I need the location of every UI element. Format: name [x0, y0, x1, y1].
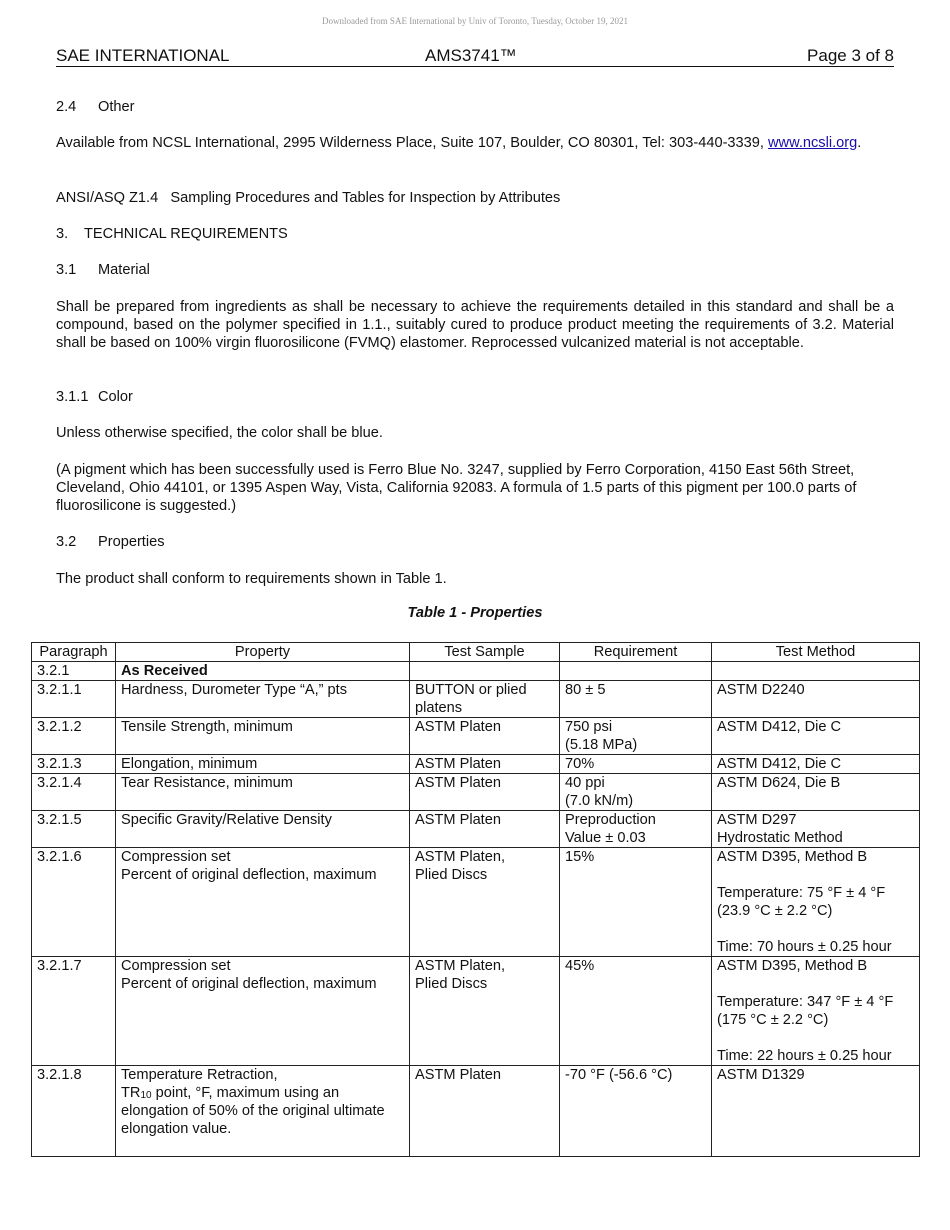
properties-table: [31, 642, 920, 1157]
material-paragraph: Shall be prepared from ingredients as shall be necessary to achieve the requirements detailed in this standard and shall be a compound, based on the polymer specified in 1.1., suitably cured to produce product meeting the requirements of 3.2. Material shall be based on 100% virgin fluorosilicone (FVMQ) elastomer. Reprocessed vulcanized material is not acceptable.: [56, 299, 894, 351]
cell-property: Elongation, minimum: [116, 755, 410, 774]
col-header-test-method: Test Method: [712, 643, 920, 662]
section-number: 3.1.1: [56, 389, 89, 405]
cell-sample: ASTM Platen: [410, 718, 560, 755]
table-row: [32, 1066, 920, 1157]
cell-property: Compression set Percent of original deflection, maximum: [116, 848, 410, 957]
page-header: [56, 44, 894, 67]
table-row: [32, 811, 920, 848]
cell-paragraph: 3.2.1.4: [32, 774, 116, 811]
cell-paragraph: 3.2.1.8: [32, 1066, 116, 1157]
section-number: 2.4: [56, 99, 77, 115]
prop-tr: TR: [121, 1085, 141, 1101]
cell-requirement: -70 °F (-56.6 °C): [560, 1066, 712, 1157]
cell-method: ASTM D1329: [712, 1066, 920, 1157]
cell-paragraph: 3.2.1.5: [32, 811, 116, 848]
section-title: Color: [98, 389, 133, 405]
cell-method: ASTM D624, Die B: [712, 774, 920, 811]
cell-paragraph: 3.2.1.2: [32, 718, 116, 755]
ncsl-text: Available from NCSL International, 2995 Wilderness Place, Suite 107, Boulder, CO 80301, Tel: 303-440-3339,: [56, 135, 764, 151]
cell-requirement: 45%: [560, 957, 712, 1066]
col-header-paragraph: Paragraph: [32, 643, 116, 662]
ncsl-link[interactable]: www.ncsli.org: [768, 135, 858, 151]
prop-rest: point, °F, maximum using an elongation of 50% of the original ultimate elongation value.: [121, 1085, 385, 1137]
cell-method: ASTM D2240: [712, 681, 920, 718]
table-row: [32, 848, 920, 957]
cell-property: [116, 1066, 410, 1157]
section-3-1-heading: [56, 261, 894, 279]
cell-requirement: 750 psi (5.18 MPa): [560, 718, 712, 755]
cell-sample: ASTM Platen: [410, 811, 560, 848]
cell-requirement: 70%: [560, 755, 712, 774]
header-doc-number: AMS3741™: [425, 46, 517, 65]
ncsl-paragraph: Available from NCSL International, 2995 Wilderness Place, Suite 107, Boulder, CO 80301, Tel: 303-440-3339, www.ncsli.org.: [56, 135, 862, 151]
section-title: Properties: [98, 534, 165, 550]
cell-method: ASTM D297 Hydrostatic Method: [712, 811, 920, 848]
section-3-2-heading: [56, 533, 894, 551]
cell-requirement: 40 ppi (7.0 kN/m): [560, 774, 712, 811]
section-title: Material: [98, 262, 150, 278]
group-label: As Received: [116, 662, 410, 681]
section-number: 3.1: [56, 262, 77, 278]
cell-method: ASTM D412, Die C: [712, 718, 920, 755]
empty-cell: [712, 662, 920, 681]
color-paragraph: Unless otherwise specified, the color shall be blue.: [56, 425, 383, 441]
cell-property: Tear Resistance, minimum: [116, 774, 410, 811]
table-caption: Table 1 - Properties: [407, 605, 543, 621]
section-number: 3.2: [56, 534, 77, 550]
section-3-1-1-heading: [56, 388, 894, 406]
empty-cell: [560, 662, 712, 681]
cell-property: Specific Gravity/Relative Density: [116, 811, 410, 848]
cell-requirement: Preproduction Value ± 0.03: [560, 811, 712, 848]
table-group-row: [32, 662, 920, 681]
cell-requirement: 80 ± 5: [560, 681, 712, 718]
table-row: [32, 755, 920, 774]
section-title: Other: [98, 99, 135, 115]
ansi-title: Sampling Procedures and Tables for Inspection by Attributes: [170, 190, 561, 206]
cell-method: ASTM D395, Method B Temperature: 347 °F ± 4 °F (175 °C ± 2.2 °C) Time: 22 hours ± 0.25 hour: [712, 957, 920, 1066]
col-header-requirement: Requirement: [560, 643, 712, 662]
cell-paragraph: 3.2.1.6: [32, 848, 116, 957]
cell-paragraph: 3.2.1.7: [32, 957, 116, 1066]
pigment-paragraph: (A pigment which has been successfully used is Ferro Blue No. 3247, supplied by Ferro Corporation, 4150 East 56th Street, Cleveland, Ohio 44101, or 1395 Aspen Way, Vista, California 92083. A formula of 1.5 parts of this pigment per 100.0 parts of fluorosilicone is suggested.): [56, 462, 857, 514]
section-title: TECHNICAL REQUIREMENTS: [84, 226, 288, 242]
cell-paragraph: 3.2.1.3: [32, 755, 116, 774]
section-3-heading: [56, 225, 894, 243]
ansi-reference: [56, 189, 894, 207]
cell-sample: ASTM Platen, Plied Discs: [410, 848, 560, 957]
cell-paragraph: 3.2.1.1: [32, 681, 116, 718]
empty-cell: [410, 662, 560, 681]
cell-sample: ASTM Platen: [410, 774, 560, 811]
col-header-property: Property: [116, 643, 410, 662]
properties-paragraph: The product shall conform to requirements shown in Table 1.: [56, 571, 447, 587]
cell-method: ASTM D412, Die C: [712, 755, 920, 774]
cell-sample: ASTM Platen: [410, 755, 560, 774]
prop-subscript: 10: [140, 1090, 152, 1101]
group-paragraph: 3.2.1: [32, 662, 116, 681]
table-header-row: [32, 643, 920, 662]
cell-requirement: 15%: [560, 848, 712, 957]
header-org: SAE INTERNATIONAL: [56, 46, 230, 65]
download-watermark: Downloaded from SAE International by Univ of Toronto, Tuesday, October 19, 2021: [321, 16, 629, 26]
cell-property: Tensile Strength, minimum: [116, 718, 410, 755]
cell-sample: ASTM Platen, Plied Discs: [410, 957, 560, 1066]
section-2-4-heading: [56, 98, 894, 116]
table-row: [32, 718, 920, 755]
cell-property: Hardness, Durometer Type “A,” pts: [116, 681, 410, 718]
section-number: 3.: [56, 226, 69, 242]
cell-method: ASTM D395, Method B Temperature: 75 °F ± 4 °F (23.9 °C ± 2.2 °C) Time: 70 hours ± 0.25 hour: [712, 848, 920, 957]
table-row: [32, 681, 920, 718]
cell-sample: ASTM Platen: [410, 1066, 560, 1157]
table-row: [32, 957, 920, 1066]
col-header-test-sample: Test Sample: [410, 643, 560, 662]
ansi-code: ANSI/ASQ Z1.4: [56, 190, 159, 206]
header-page-number: Page 3 of 8: [807, 46, 894, 65]
table-row: [32, 774, 920, 811]
cell-sample: BUTTON or plied platens: [410, 681, 560, 718]
cell-property: Compression set Percent of original deflection, maximum: [116, 957, 410, 1066]
prop-line-1: Temperature Retraction,: [121, 1067, 278, 1083]
